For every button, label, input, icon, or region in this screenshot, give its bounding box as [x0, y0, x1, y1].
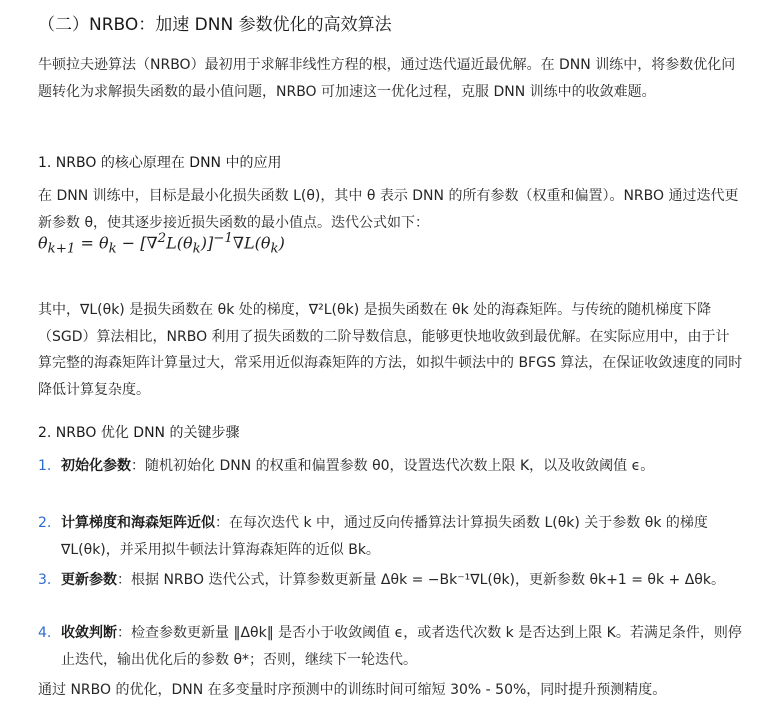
- step-title: 收敛判断: [61, 625, 117, 641]
- step-title: 计算梯度和海森矩阵近似: [61, 515, 215, 531]
- list-number: 3.: [38, 572, 52, 588]
- list-number: 4.: [38, 625, 52, 641]
- step-text: ：检查参数更新量 ‖Δθk‖ 是否小于收敛阈值 ϵ，或者迭代次数 k 是否达到上限 K。若满足条件，则停止迭代，输出优化后的参数 θ*；否则，继续下一轮迭代。: [61, 625, 742, 668]
- conclusion-paragraph: 通过 NRBO 的优化，DNN 在多变量时序预测中的训练时间可缩短 30% - 50%，同时提升预测精度。: [38, 682, 667, 698]
- sub1-paragraph-2: 其中，∇L(θk) 是损失函数在 θk 处的梯度，∇²L(θk) 是损失函数在 θk 处的海森矩阵。与传统的随机梯度下降（SGD）算法相比，NRBO 利用了损失函数的二阶导数信息，能够更快地收敛到最优解。在实际应用中，由于计算完整的海森矩阵计算量过大，常采用近似海森矩阵的方法，如拟牛顿法中的 BFGS 算法，在保证收敛速度的同时降低计算复杂度。: [38, 302, 743, 398]
- step-text: ：随机初始化 DNN 的权重和偏置参数 θ0，设置迭代次数上限 K，以及收敛阈值 ϵ。: [131, 458, 655, 474]
- subsection-2-title: 2. NRBO 优化 DNN 的关键步骤: [38, 425, 240, 441]
- iteration-formula: $\theta_{k+1} = \theta_k - [\nabla^2L(\theta_k)]^{-1}\nabla L(\theta_k)$: [38, 231, 285, 257]
- step-text: ：在每次迭代 k 中，通过反向传播算法计算损失函数 L(θk) 关于参数 θk 的梯度 ∇L(θk)，并采用拟牛顿法计算海森矩阵的近似 Bk。: [61, 515, 708, 558]
- step-title: 初始化参数: [61, 458, 131, 474]
- step-title: 更新参数: [61, 572, 117, 588]
- section-title: （二）NRBO：加速 DNN 参数优化的高效算法: [38, 15, 392, 35]
- subsection-1-title: 1. NRBO 的核心原理在 DNN 中的应用: [38, 155, 282, 171]
- list-number: 1.: [38, 458, 52, 474]
- step-text: ：根据 NRBO 迭代公式，计算参数更新量 Δθk = −Bk⁻¹∇L(θk)，更新参数 θk+1 = θk + Δθk。: [117, 572, 725, 588]
- list-number: 2.: [38, 515, 52, 531]
- sub1-paragraph-1: 在 DNN 训练中，目标是最小化损失函数 L(θ)，其中 θ 表示 DNN 的所有参数（权重和偏置）。NRBO 通过迭代更新参数 θ，使其逐步接近损失函数的最小值点。迭代公式如下：: [38, 188, 739, 231]
- intro-paragraph: 牛顿拉夫逊算法（NRBO）最初用于求解非线性方程的根，通过迭代逼近最优解。在 DNN 训练中，将参数优化问题转化为求解损失函数的最小值问题，NRBO 可加速这一优化过程，克服 DNN 训练中的收敛难题。: [38, 57, 736, 100]
